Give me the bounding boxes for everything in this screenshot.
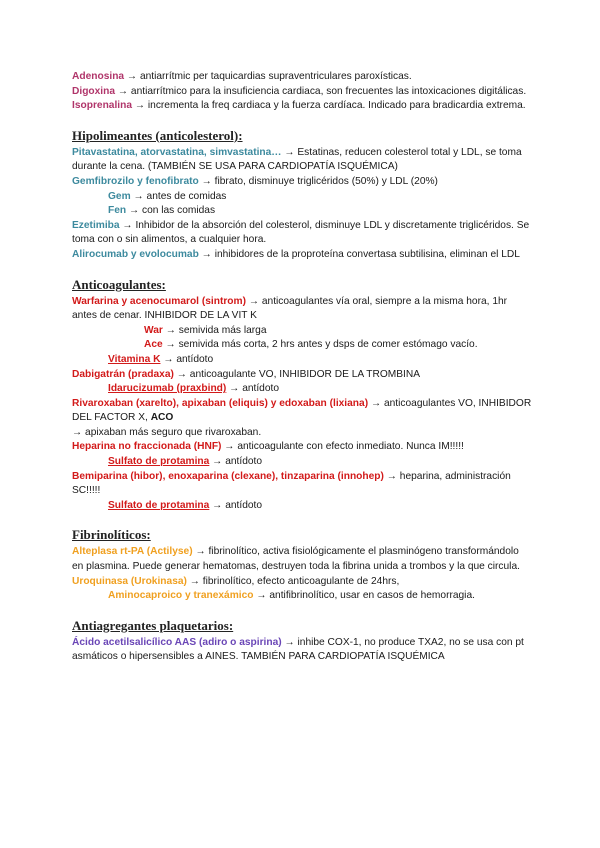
section-heading-anticoagulantes: Anticoagulantes: <box>72 276 166 292</box>
drug-name: Aminocaproico y tranexámico <box>108 590 254 602</box>
arrow-icon: → <box>224 441 235 453</box>
section-heading-hipolimeantes: Hipolimeantes (anticolesterol): <box>72 127 243 143</box>
arrow-icon: → <box>248 295 260 307</box>
drug-name: Heparina no fraccionada (HNF) <box>72 441 222 453</box>
drug-description: Estatinas, reducen colesterol total y LDL, se toma durante la cena. (TAMBIÉN SE USA PARA CARDIOPATÍA ISQUÉMICA) <box>72 146 522 173</box>
xabans-entry <box>72 397 532 426</box>
alirocumab-entry <box>72 248 532 263</box>
arrow-icon: → <box>134 100 146 112</box>
arrow-icon: → <box>189 575 200 587</box>
aminocaproico-entry <box>72 589 532 604</box>
vitamina-k-entry <box>72 353 532 368</box>
statins-entry <box>72 146 532 175</box>
arrow-icon: → <box>370 397 382 409</box>
drug-description: anticoagulantes VO, INHIBIDOR DEL FACTOR X, <box>72 397 532 424</box>
ezetimiba-entry <box>72 219 532 248</box>
fibrates-entry <box>72 175 532 190</box>
drug-name: Adenosina <box>72 71 125 82</box>
arrow-icon: → <box>201 248 212 260</box>
drug-name: Fen <box>108 205 127 217</box>
protamina-entry <box>72 499 532 514</box>
drug-name: Ácido acetilsalicílico AAS (adiro o aspirina) <box>72 636 282 648</box>
drug-description: con las comidas <box>142 205 216 217</box>
idarucizumab-entry <box>72 382 532 397</box>
adenosina-entry <box>72 70 532 85</box>
arrow-icon: → <box>386 470 397 482</box>
drug-description: anticoagulantes vía oral, siempre a la misma hora, 1hr antes de cenar. INHIBIDOR DE LA VIT K <box>72 295 508 322</box>
arrow-icon: → <box>229 383 240 395</box>
drug-description: antídoto <box>176 353 214 365</box>
arrow-icon: → <box>176 368 187 380</box>
drug-name: Digoxina <box>72 85 116 97</box>
arrow-icon: → <box>212 499 223 511</box>
arrow-icon: → <box>201 175 212 187</box>
drug-name: Sulfato de protamina <box>108 456 210 468</box>
section-heading-fibrinoliticos: Fibrinolíticos: <box>72 527 151 543</box>
drug-name: Sulfato de protamina <box>108 499 210 511</box>
drug-name: Alirocumab y evolocumab <box>72 248 199 260</box>
drug-description: fibrinolítico, activa fisiológicamente el plasminógeno transformándolo en plasmina. Puede generar hematomas, destruyen toda la fibrina unida a trombos y la que circula. <box>72 546 520 573</box>
aco-label: ACO <box>150 412 174 424</box>
arrow-icon: → <box>133 190 144 202</box>
drug-name: Bemiparina (hibor), enoxaparina (clexane), tinzaparina (innohep) <box>72 470 384 482</box>
arrow-icon: → <box>284 146 295 158</box>
drug-name: Gemfibrozilo y fenofibrato <box>72 175 199 187</box>
arrow-icon: → <box>212 456 223 468</box>
drug-description: semivida más larga <box>178 324 267 336</box>
drug-description: fibrato, disminuye triglicéridos (50%) y LDL (20%) <box>214 175 438 187</box>
drug-description: antídoto <box>225 499 263 511</box>
drug-name: War <box>144 324 163 336</box>
ace-entry <box>72 338 532 353</box>
drug-description: anticoagulante con efecto inmediato. Nunca IM!!!!! <box>237 441 464 453</box>
drug-description: incrementa la freq cardiaca y la fuerza cardíaca. Indicado para bradicardia extrema. <box>147 100 526 112</box>
drug-name: Isoprenalina <box>72 100 133 112</box>
drug-name: Pitavastatina, atorvastatina, simvastatina… <box>72 146 282 158</box>
drug-description: apixaban más seguro que rivaroxaban. <box>85 426 262 438</box>
drug-description: antiarrítmic per taquicardias supraventriculares paroxísticas. <box>139 71 412 82</box>
section-heading-antiagregantes: Antiagregantes plaquetarios: <box>72 617 234 633</box>
hbpm-entry <box>72 470 532 499</box>
notes-body <box>72 70 532 665</box>
drug-name: Vitamina K <box>108 353 161 365</box>
drug-description: inhibidores de la proproteína convertasa subtilisina, eliminan el LDL <box>214 248 520 260</box>
arrow-icon: → <box>284 636 295 648</box>
digoxina-entry <box>72 85 532 100</box>
drug-name: Alteplasa rt-PA (Actilyse) <box>72 546 193 558</box>
drug-description: inhibe COX-1, no produce TXA2, no se usa con pt asmáticos o hipersensibles a AINES. TAMBIÉN PARA CARDIOPATÍA ISQUÉMICA <box>72 636 524 663</box>
arrow-icon: → <box>163 353 174 365</box>
protamina-entry <box>72 455 532 470</box>
arrow-icon: → <box>256 590 267 602</box>
arrow-icon: → <box>126 71 138 82</box>
drug-description: antifibrinolítico, usar en casos de hemorragia. <box>269 590 475 602</box>
drug-name: Dabigatrán (pradaxa) <box>72 368 174 380</box>
arrow-icon: → <box>165 339 176 351</box>
fen-entry <box>72 204 532 219</box>
drug-description: antídoto <box>225 456 263 468</box>
arrow-icon: → <box>195 546 206 558</box>
aas-entry <box>72 636 532 665</box>
alteplasa-entry <box>72 545 532 574</box>
drug-description: antes de comidas <box>146 190 227 202</box>
drug-description: heparina, administración SC!!!!! <box>72 470 511 497</box>
drug-name: Warfarina y acenocumarol (sintrom) <box>72 295 246 307</box>
drug-name: Gem <box>108 190 131 202</box>
arrow-icon: → <box>117 85 129 97</box>
arrow-icon: → <box>72 426 83 438</box>
war-entry <box>72 324 532 339</box>
drug-description: Inhibidor de la absorción del colesterol, disminuye LDL y discretamente triglicéridos. Se toma con o sin alimentos, a cualquier hora. <box>72 219 530 246</box>
drug-description: antídoto <box>242 383 280 395</box>
warfarina-entry <box>72 295 532 324</box>
drug-name: Uroquinasa (Urokinasa) <box>72 575 187 587</box>
drug-description: semivida más corta, 2 hrs antes y dsps de comer estómago vacío. <box>178 339 478 351</box>
isoprenalina-entry <box>72 99 532 114</box>
uroquinasa-entry <box>72 575 532 590</box>
drug-description: antiarrítmico para la insuficiencia cardiaca, son frecuentes las intoxicaciones digitálicas. <box>130 85 527 97</box>
arrow-icon: → <box>122 219 133 231</box>
arrow-icon: → <box>165 324 176 336</box>
gem-entry <box>72 190 532 205</box>
drug-description: anticoagulante VO, INHIBIDOR DE LA TROMBINA <box>189 368 421 380</box>
drug-name: Rivaroxaban (xarelto), apixaban (eliquis) y edoxaban (lixiana) <box>72 397 369 409</box>
dabigatran-entry <box>72 368 532 383</box>
arrow-icon: → <box>128 205 140 217</box>
drug-name: Ezetimiba <box>72 219 120 231</box>
apixaban-entry <box>72 426 532 441</box>
drug-name: Ace <box>144 339 163 351</box>
heparina-entry <box>72 440 532 455</box>
drug-name: Idarucizumab (praxbind) <box>108 383 227 395</box>
drug-description: fibrinolítico, efecto anticoagulante de 24hrs, <box>202 575 400 587</box>
